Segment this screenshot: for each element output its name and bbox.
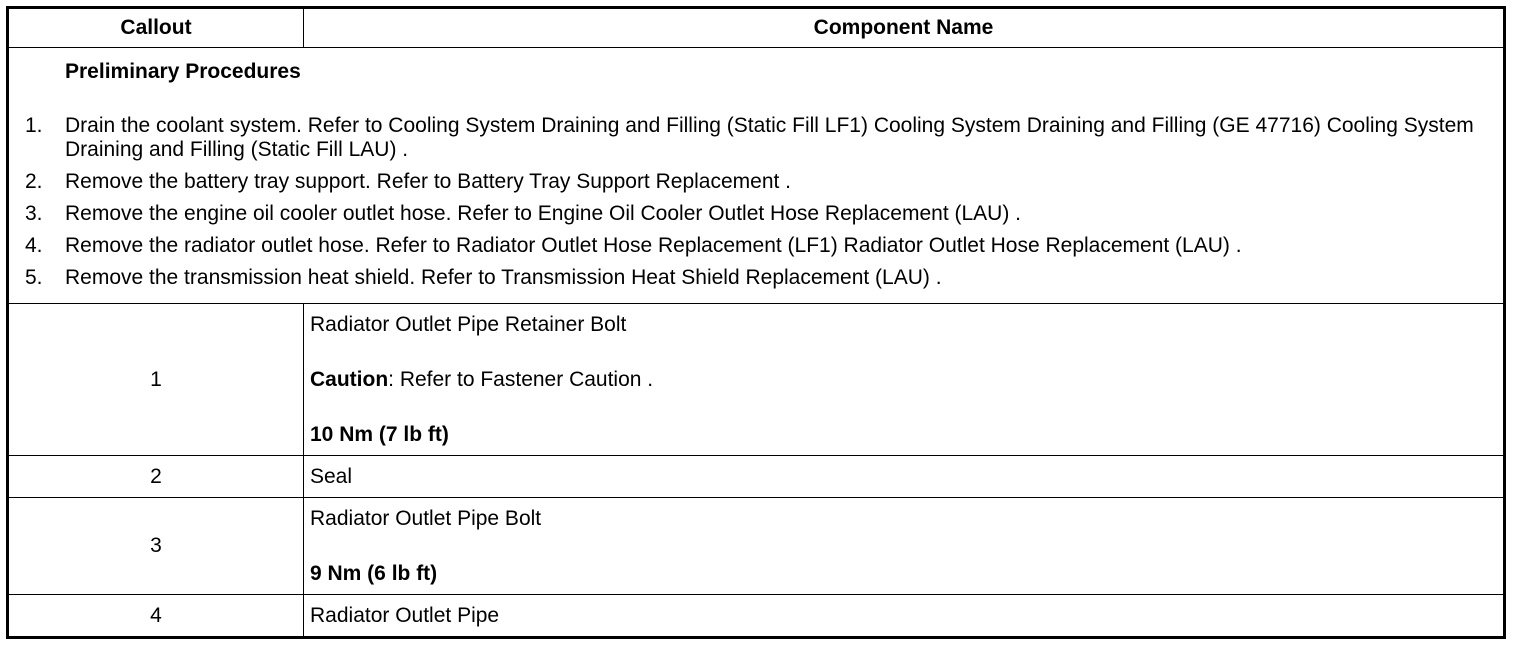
step-text: Remove the transmission heat shield. Refer to Transmission Heat Shield Replacement (LAU) .: [65, 266, 942, 289]
callout-cell: 4: [8, 595, 304, 638]
step-number: 4.: [25, 234, 43, 257]
table-row: [8, 304, 1505, 456]
component-cell: [304, 595, 1505, 638]
component-cell: [304, 456, 1505, 498]
step-item: [25, 234, 1503, 258]
step-number: 2.: [25, 170, 43, 193]
component-cell: [304, 498, 1505, 595]
torque-spec: 10 Nm (7 lb ft): [310, 423, 449, 446]
table-row: [8, 456, 1505, 498]
component-cell: [304, 304, 1505, 456]
preliminary-row: [8, 48, 1505, 304]
callout-cell: 3: [8, 498, 304, 595]
callout-cell: 1: [8, 304, 304, 456]
component-name: Radiator Outlet Pipe: [310, 604, 500, 627]
step-item: [25, 114, 1503, 162]
step-number: 1.: [25, 114, 43, 137]
component-name: Seal: [310, 465, 353, 488]
step-item: [25, 170, 1503, 194]
step-number: 5.: [25, 266, 43, 289]
table-row: [8, 595, 1505, 638]
step-text: Remove the radiator outlet hose. Refer to Radiator Outlet Hose Replacement (LF1) Radiator Outlet Hose Replacement (LAU) .: [65, 234, 1242, 257]
component-table: [6, 6, 1506, 639]
callout-header: Callout: [8, 8, 304, 48]
preliminary-procedures: [8, 48, 1505, 304]
step-item: [25, 202, 1503, 226]
callout-cell: 2: [8, 456, 304, 498]
component-name: Radiator Outlet Pipe Bolt: [310, 507, 542, 530]
preliminary-steps: [25, 114, 1503, 290]
preliminary-title: Preliminary Procedures: [65, 60, 301, 83]
step-text: Drain the coolant system. Refer to Cooling System Draining and Filling (Static Fill LF1) Cooling System Draining and Filling (GE 47716) Cooling System Draining and Filling (Static Fill LAU) .: [65, 114, 1474, 161]
component-name-header: Component Name: [304, 8, 1505, 48]
step-number: 3.: [25, 202, 43, 225]
caution-text: : Refer to Fastener Caution .: [388, 368, 654, 391]
torque-spec: 9 Nm (6 lb ft): [310, 562, 438, 585]
table-row: [8, 498, 1505, 595]
step-item: [25, 266, 1503, 290]
step-text: Remove the engine oil cooler outlet hose. Refer to Engine Oil Cooler Outlet Hose Replacement (LAU) .: [65, 202, 1021, 225]
component-name: Radiator Outlet Pipe Retainer Bolt: [310, 313, 627, 336]
caution-note: [310, 368, 1497, 392]
caution-label: Caution: [310, 368, 389, 391]
header-row: [8, 8, 1505, 48]
step-text: Remove the battery tray support. Refer to Battery Tray Support Replacement .: [65, 170, 792, 193]
